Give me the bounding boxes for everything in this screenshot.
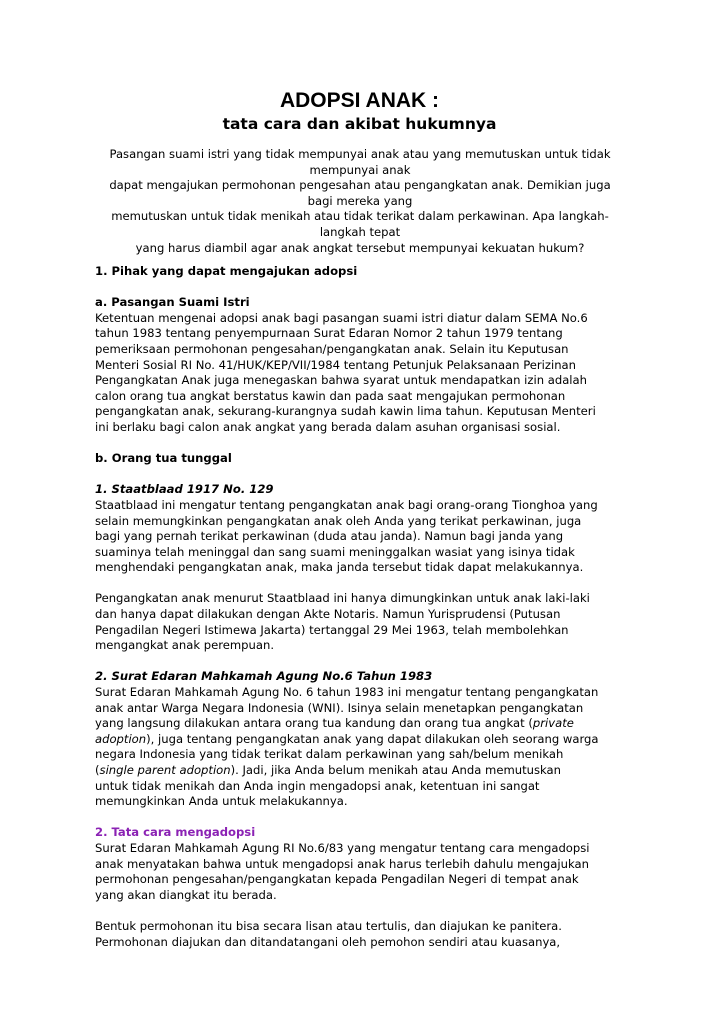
subsection-a-paragraph (95, 311, 630, 436)
sema-paragraph (95, 685, 630, 810)
text-line: tahun 1983 tentang penyempurnaan Surat Edaran Nomor 2 tahun 1979 tentang (95, 326, 563, 341)
text-line: memungkinkan Anda untuk melakukannya. (95, 794, 348, 809)
sema-heading: 2. Surat Edaran Mahkamah Agung No.6 Tahun 1983 (95, 669, 433, 684)
text-fragment: ( (95, 763, 100, 777)
document-body (95, 264, 630, 966)
text-line: untuk tidak menikah dan Anda ingin mengadopsi anak, ketentuan ini sangat (95, 778, 540, 793)
text-line: Menteri Sosial RI No. 41/HUK/KEP/VII/1984 tentang Petunjuk Pelaksanaan Perizinan (95, 357, 576, 372)
intro-line: Pasangan suami istri yang tidak mempunyai anak atau yang memutuskan untuk tidak (109, 147, 611, 161)
text-line: ini berlaku bagi calon anak angkat yang berada dalam asuhan organisasi sosial. (95, 419, 561, 434)
section-2-heading: 2. Tata cara mengadopsi (95, 825, 256, 840)
text-line: calon orang tua angkat berstatus kawin dan pada saat mengajukan permohonan (95, 388, 566, 403)
section-2-paragraph-1 (95, 841, 630, 903)
text-line: Ketentuan mengenai adopsi anak bagi pasangan suami istri diatur dalam SEMA No.6 (95, 310, 588, 325)
document-title: ADOPSI ANAK : (279, 89, 440, 112)
italic-term: single parent adoption (99, 763, 231, 777)
staatblaad-paragraph-2 (95, 591, 630, 653)
text-fragment: ), juga tentang pengangkatan anak yang dapat dilakukan oleh seorang warga (146, 731, 599, 746)
text-fragment: ). Jadi, jika Anda belum menikah atau Anda memutuskan (230, 763, 562, 777)
section-2-paragraph-2 (95, 919, 630, 950)
intro-line: mempunyai anak (309, 162, 411, 177)
text-line: pengangkatan anak, sekurang-kurangnya sudah kawin lima tahun. Keputusan Menteri (95, 404, 596, 419)
intro-paragraph (95, 147, 625, 256)
text-line: permohonan pengesahan/pengangkatan kepada Pengadilan Negeri di tempat anak (95, 872, 579, 887)
subsection-b-heading: b. Orang tua tunggal (95, 451, 232, 466)
intro-line: langkah tepat (319, 224, 401, 239)
italic-term: adoption (95, 731, 147, 746)
text-line: negara Indonesia yang tidak terikat dalam perkawinan yang sah/belum menikah (95, 747, 564, 762)
text-line: Surat Edaran Mahkamah Agung RI No.6/83 yang mengatur tentang cara mengadopsi (95, 840, 590, 855)
text-line: selain memungkinkan pengangkatan anak oleh Anda yang terikat perkawinan, juga (95, 513, 582, 528)
text-line: menghendaki pengangkatan anak, maka janda tersebut tidak dapat melakukannya. (95, 560, 584, 575)
text-line: Pengadilan Negeri Istimewa Jakarta) tertanggal 29 Mei 1963, telah membolehkan (95, 622, 569, 637)
text-line: Bentuk permohonan itu bisa secara lisan atau tertulis, dan diajukan ke panitera. (95, 918, 562, 933)
text-line: Staatblaad ini mengatur tentang pengangkatan anak bagi orang-orang Tionghoa yang (95, 497, 598, 512)
intro-line: yang harus diambil agar anak angkat tersebut mempunyai kekuatan hukum? (135, 240, 585, 255)
staatblaad-heading: 1. Staatblaad 1917 No. 129 (95, 482, 274, 497)
subsection-a-heading: a. Pasangan Suami Istri (95, 295, 250, 310)
text-line (95, 763, 630, 779)
intro-line: memutuskan untuk tidak menikah atau tidak terikat dalam perkawinan. Apa langkah- (111, 209, 609, 224)
text-line: mengangkat anak perempuan. (95, 638, 275, 653)
intro-line: dapat mengajukan permohonan pengesahan atau pengangkatan anak. Demikian juga (109, 178, 611, 193)
text-line: Pengangkatan anak menurut Staatblaad ini hanya dimungkinkan untuk anak laki-laki (95, 591, 590, 606)
text-line: anak antar Warga Negara Indonesia (WNI). Isinya selain menetapkan pengangkatan (95, 700, 584, 715)
text-line: suaminya telah meninggal dan sang suami meninggalkan wasiat yang isinya tidak (95, 544, 575, 559)
section-1-heading: 1. Pihak yang dapat mengajukan adopsi (95, 264, 358, 278)
text-line: Permohonan diajukan dan ditandatangani oleh pemohon sendiri atau kuasanya, (95, 934, 561, 949)
staatblaad-paragraph-1 (95, 498, 630, 576)
italic-term: private (532, 716, 574, 731)
text-line: Pengangkatan Anak juga menegaskan bahwa syarat untuk mendapatkan izin adalah (95, 373, 587, 388)
intro-line: bagi mereka yang (307, 193, 413, 208)
text-line: yang akan diangkat itu berada. (95, 887, 277, 902)
text-line (95, 716, 630, 732)
text-line: anak menyatakan bahwa untuk mengadopsi anak harus terlebih dahulu mengajukan (95, 856, 589, 871)
text-line: dan hanya dapat dilakukan dengan Akte Notaris. Namun Yurisprudensi (Putusan (95, 607, 561, 622)
text-fragment: yang langsung dilakukan antara orang tua kandung dan orang tua angkat ( (95, 716, 533, 731)
text-line: pemeriksaan permohonan pengesahan/pengangkatan anak. Selain itu Keputusan (95, 341, 569, 356)
text-line: bagi yang pernah terikat perkawinan (duda atau janda). Namun bagi janda yang (95, 529, 564, 544)
text-line: Surat Edaran Mahkamah Agung No. 6 tahun 1983 ini mengatur tentang pengangkatan (95, 685, 599, 700)
document-subtitle: tata cara dan akibat hukumnya (222, 115, 497, 133)
text-line (95, 732, 630, 748)
